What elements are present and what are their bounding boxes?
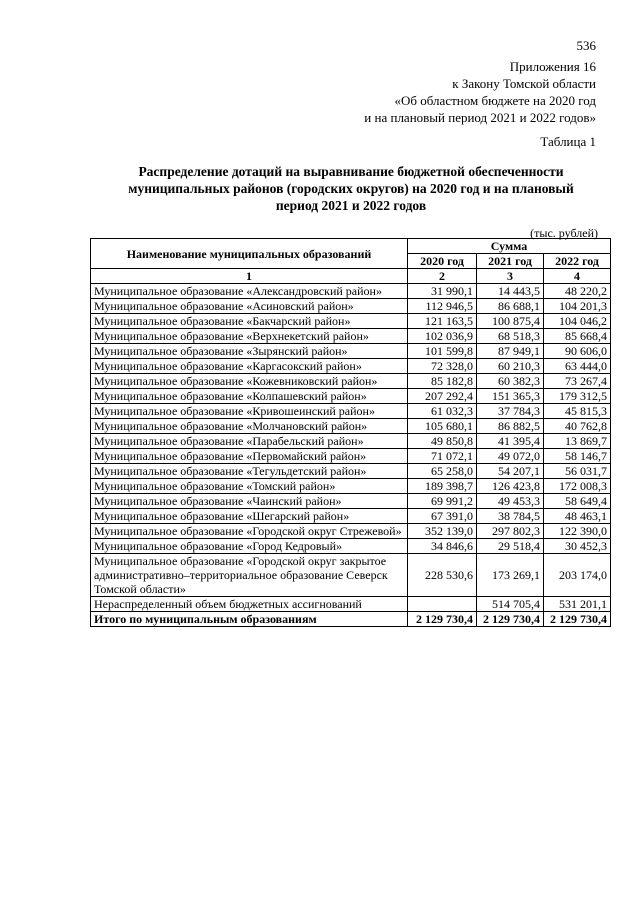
value-2021: 514 705,4 xyxy=(477,597,544,612)
value-2020: 228 530,6 xyxy=(408,554,477,597)
municipality-name: Муниципальное образование «Каргасокский район» xyxy=(91,359,408,374)
value-2022: 90 606,0 xyxy=(544,344,611,359)
municipality-name: Муниципальное образование «Томский район» xyxy=(91,479,408,494)
value-2022: 104 201,3 xyxy=(544,299,611,314)
value-2022: 48 220,2 xyxy=(544,284,611,299)
value-2020: 67 391,0 xyxy=(408,509,477,524)
value-2021: 49 072,0 xyxy=(477,449,544,464)
table-row xyxy=(91,389,611,404)
appendix-line: «Об областном бюджете на 2020 год xyxy=(394,93,596,108)
value-2021: 2 129 730,4 xyxy=(477,612,544,627)
document-title xyxy=(92,163,610,214)
table-row xyxy=(91,299,611,314)
value-2021: 54 207,1 xyxy=(477,464,544,479)
value-2020: 101 599,8 xyxy=(408,344,477,359)
value-2020: 34 846,6 xyxy=(408,539,477,554)
value-2020: 112 946,5 xyxy=(408,299,477,314)
column-number: 1 xyxy=(91,269,408,284)
value-2020 xyxy=(408,597,477,612)
value-2020: 49 850,8 xyxy=(408,434,477,449)
value-2022: 56 031,7 xyxy=(544,464,611,479)
value-2020: 207 292,4 xyxy=(408,389,477,404)
appendix-line: к Закону Томской области xyxy=(452,76,596,91)
value-2020: 72 328,0 xyxy=(408,359,477,374)
value-2022: 122 390,0 xyxy=(544,524,611,539)
value-2020: 102 036,9 xyxy=(408,329,477,344)
municipality-name: Муниципальное образование «Парабельский район» xyxy=(91,434,408,449)
municipality-name: Муниципальное образование «Городской округ закрытое административно–территориальное образование Северск Томской области» xyxy=(91,554,408,597)
table-body xyxy=(91,284,611,627)
title-line: период 2021 и 2022 годов xyxy=(275,198,427,213)
value-2021: 297 802,3 xyxy=(477,524,544,539)
value-2021: 86 688,1 xyxy=(477,299,544,314)
title-line: муниципальных районов (городских округов) на 2020 год и на плановый xyxy=(128,181,574,196)
table-row xyxy=(91,374,611,389)
table-row xyxy=(91,494,611,509)
value-2021: 41 395,4 xyxy=(477,434,544,449)
value-2021: 49 453,3 xyxy=(477,494,544,509)
header-year-2020: 2020 год xyxy=(408,254,477,269)
value-2022: 58 146,7 xyxy=(544,449,611,464)
column-number: 3 xyxy=(477,269,544,284)
municipality-name: Муниципальное образование «Асиновский район» xyxy=(91,299,408,314)
value-2022: 179 312,5 xyxy=(544,389,611,404)
column-number: 2 xyxy=(408,269,477,284)
value-2022: 531 201,1 xyxy=(544,597,611,612)
value-2020: 352 139,0 xyxy=(408,524,477,539)
municipality-name: Муниципальное образование «Кривошеинский район» xyxy=(91,404,408,419)
value-2022: 104 046,2 xyxy=(544,314,611,329)
value-2022: 2 129 730,4 xyxy=(544,612,611,627)
value-2020: 65 258,0 xyxy=(408,464,477,479)
table-row xyxy=(91,449,611,464)
title-line: Распределение дотаций на выравнивание бюджетной обеспеченности xyxy=(138,164,564,179)
table-row xyxy=(91,554,611,597)
header-name: Наименование муниципальных образований xyxy=(91,239,408,269)
value-2021: 86 882,5 xyxy=(477,419,544,434)
table-label: Таблица 1 xyxy=(540,134,596,149)
header-year-2021: 2021 год xyxy=(477,254,544,269)
value-2021: 29 518,4 xyxy=(477,539,544,554)
value-2021: 38 784,5 xyxy=(477,509,544,524)
value-2021: 60 382,3 xyxy=(477,374,544,389)
table-row xyxy=(91,434,611,449)
municipality-name: Муниципальное образование «Зырянский район» xyxy=(91,344,408,359)
table-row xyxy=(91,509,611,524)
value-2021: 37 784,3 xyxy=(477,404,544,419)
header-row xyxy=(91,239,611,254)
value-2020: 85 182,8 xyxy=(408,374,477,389)
value-2021: 14 443,5 xyxy=(477,284,544,299)
value-2020: 31 990,1 xyxy=(408,284,477,299)
page-number: 536 xyxy=(576,38,596,53)
value-2022: 13 869,7 xyxy=(544,434,611,449)
units-label: (тыс. рублей) xyxy=(530,226,598,240)
table-row xyxy=(91,479,611,494)
value-2022: 203 174,0 xyxy=(544,554,611,597)
value-2022: 63 444,0 xyxy=(544,359,611,374)
value-2020: 61 032,3 xyxy=(408,404,477,419)
municipality-name: Муниципальное образование «Чаинский район» xyxy=(91,494,408,509)
value-2022: 30 452,3 xyxy=(544,539,611,554)
municipality-name: Итого по муниципальным образованиям xyxy=(91,612,408,627)
header-sum: Сумма xyxy=(408,239,611,254)
appendix-reference xyxy=(364,58,596,126)
column-number: 4 xyxy=(544,269,611,284)
column-number-row xyxy=(91,269,611,284)
appendix-line: Приложения 16 xyxy=(509,59,596,74)
municipality-name: Муниципальное образование «Александровский район» xyxy=(91,284,408,299)
table-row xyxy=(91,359,611,374)
municipality-name: Муниципальное образование «Шегарский район» xyxy=(91,509,408,524)
value-2020: 69 991,2 xyxy=(408,494,477,509)
municipality-name: Муниципальное образование «Колпашевский район» xyxy=(91,389,408,404)
total-row xyxy=(91,612,611,627)
municipality-name: Муниципальное образование «Бакчарский район» xyxy=(91,314,408,329)
municipality-name: Муниципальное образование «Верхнекетский район» xyxy=(91,329,408,344)
value-2020: 189 398,7 xyxy=(408,479,477,494)
value-2021: 126 423,8 xyxy=(477,479,544,494)
municipality-name: Нераспределенный объем бюджетных ассигнований xyxy=(91,597,408,612)
municipality-name: Муниципальное образование «Первомайский район» xyxy=(91,449,408,464)
table-row xyxy=(91,314,611,329)
value-2022: 172 008,3 xyxy=(544,479,611,494)
municipality-name: Муниципальное образование «Кожевниковский район» xyxy=(91,374,408,389)
table-row xyxy=(91,404,611,419)
value-2021: 173 269,1 xyxy=(477,554,544,597)
value-2020: 105 680,1 xyxy=(408,419,477,434)
municipality-name: Муниципальное образование «Город Кедровый» xyxy=(91,539,408,554)
value-2020: 121 163,5 xyxy=(408,314,477,329)
municipality-name: Муниципальное образование «Тегульдетский район» xyxy=(91,464,408,479)
value-2021: 151 365,3 xyxy=(477,389,544,404)
value-2022: 48 463,1 xyxy=(544,509,611,524)
value-2022: 85 668,4 xyxy=(544,329,611,344)
table-row xyxy=(91,419,611,434)
value-2022: 58 649,4 xyxy=(544,494,611,509)
value-2022: 45 815,3 xyxy=(544,404,611,419)
subsidy-table xyxy=(90,238,611,627)
municipality-name: Муниципальное образование «Городской округ Стрежевой» xyxy=(91,524,408,539)
value-2020: 71 072,1 xyxy=(408,449,477,464)
value-2021: 87 949,1 xyxy=(477,344,544,359)
table-row xyxy=(91,524,611,539)
table-row xyxy=(91,284,611,299)
value-2021: 68 518,3 xyxy=(477,329,544,344)
table-row xyxy=(91,329,611,344)
value-2022: 73 267,4 xyxy=(544,374,611,389)
value-2021: 60 210,3 xyxy=(477,359,544,374)
value-2022: 40 762,8 xyxy=(544,419,611,434)
table-row xyxy=(91,344,611,359)
header-year-2022: 2022 год xyxy=(544,254,611,269)
value-2021: 100 875,4 xyxy=(477,314,544,329)
table-row xyxy=(91,464,611,479)
table-row xyxy=(91,597,611,612)
appendix-line: и на плановый период 2021 и 2022 годов» xyxy=(364,110,596,125)
table-row xyxy=(91,539,611,554)
value-2020: 2 129 730,4 xyxy=(408,612,477,627)
municipality-name: Муниципальное образование «Молчановский район» xyxy=(91,419,408,434)
